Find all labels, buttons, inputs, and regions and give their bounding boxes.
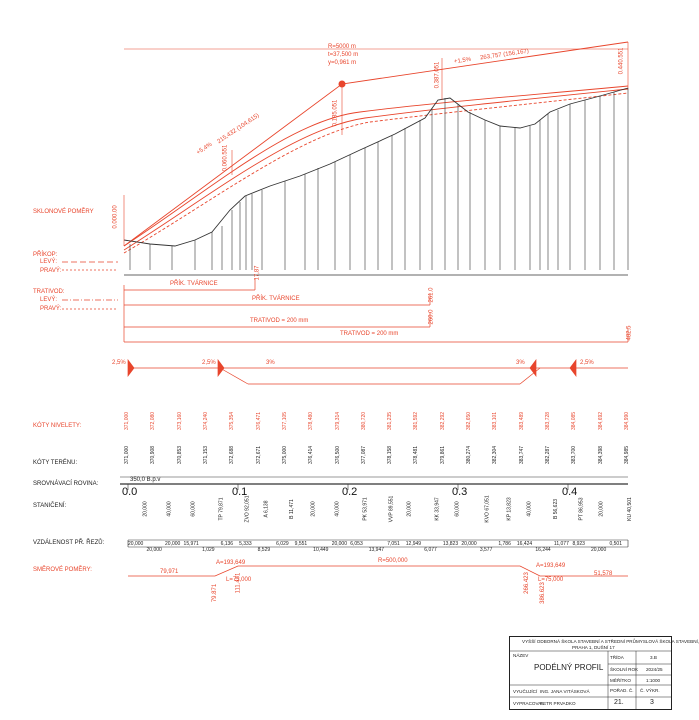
- vzdalenost-value: 1,029: [202, 547, 215, 553]
- label-koty-nivelety: KÓTY NIVELETY:: [33, 423, 82, 429]
- label-smerove: SMĚROVÉ POMĚRY:: [33, 567, 92, 573]
- tb-nazev-label: NÁZEV: [513, 653, 529, 658]
- crossfall-mid2: 3%: [266, 360, 275, 366]
- teren-value: 383,747: [518, 445, 525, 465]
- staniceni-value: TP 79,871: [218, 497, 225, 521]
- teren-value: 377,087: [360, 445, 367, 465]
- vzdalenost-value: 20,000: [590, 547, 607, 553]
- elev-marker-3: 0.387.051: [434, 61, 441, 89]
- niveleta-value: 382,650: [466, 411, 473, 431]
- teren-value: 378,481: [413, 445, 420, 465]
- vzdalenost-value: 20,000: [331, 541, 347, 547]
- tb-vyucujici-label: VYUČUJÍCÍ: [513, 689, 538, 694]
- vzdalenost-value: 6,136: [220, 541, 234, 547]
- tb-school2: PRAHA 1, DUŠNÍ 17: [572, 645, 615, 650]
- vzdalenost-value: 20,000: [146, 547, 162, 553]
- crossfall-mid1: 2,5%: [202, 360, 216, 366]
- staniceni-value: B 56,623: [553, 498, 560, 520]
- vzdalenost-value: 13,947: [368, 547, 385, 553]
- staniceni-value: KU 40,501: [626, 497, 633, 521]
- elev-marker-0: 0.000.00: [112, 205, 119, 229]
- km-label-3: 0.3: [452, 486, 468, 498]
- niveleta-value: 380,720: [360, 411, 367, 431]
- km-label-1: 0.1: [232, 486, 248, 498]
- km-label-2: 0.2: [342, 486, 358, 498]
- teren-value: 382,287: [545, 445, 552, 465]
- grade-2: +1,5%: [453, 56, 472, 66]
- niveleta-value: 384,692: [597, 411, 604, 431]
- vzdalenost-value: 3,577: [479, 547, 493, 553]
- vzdalenost-value: 6,077: [424, 547, 437, 553]
- ditch-label-2: PŘÍK. TVÁRNICE: [252, 296, 300, 302]
- km-label-4: 0.4: [562, 486, 578, 498]
- elevation-markers: [124, 42, 628, 246]
- teren-value: 375,000: [281, 445, 288, 465]
- ditch-bands: [62, 262, 628, 342]
- vzdalenost-value: 13,823: [442, 541, 459, 547]
- trativod-label-1: TRATIVOD = 200 mm: [250, 318, 309, 324]
- staniceni-value: KP 13,823: [506, 497, 513, 521]
- ditch-len-2: 261.0: [428, 287, 435, 303]
- staniceni-value: VVP 89,551: [388, 495, 395, 523]
- teren-value: 378,158: [387, 445, 394, 465]
- tb-vyprac-label: VYPRACOVAL: [513, 701, 544, 706]
- niveleta-value: 384,990: [624, 411, 631, 431]
- alignment-left-length: 79,971: [160, 569, 179, 575]
- crossfall-left: 2,5%: [112, 360, 126, 366]
- teren-value: 372,671: [255, 445, 262, 465]
- grade-2-length: 263,757 (156,167): [479, 48, 530, 62]
- teren-value: 376,414: [308, 445, 315, 465]
- vzdalenost-value: 20,000: [128, 541, 144, 547]
- staniceni-value: PT 86,953: [578, 497, 585, 521]
- label-sklonove: SKLONOVÉ POMĚRY: [33, 209, 94, 215]
- staniceni-value: 20,000: [598, 501, 605, 517]
- staniceni-value: 60,000: [190, 501, 197, 517]
- grade-1-length: 215,432 (104,615): [216, 112, 261, 146]
- staniceni-value: 40,000: [166, 501, 173, 517]
- niveleta-value: 374,240: [202, 411, 209, 431]
- vzdalenost-value: 16,244: [535, 547, 551, 553]
- niveleta-value: 373,160: [176, 411, 183, 431]
- niveleta-value: 381,592: [413, 411, 420, 431]
- niveleta-value: 378,480: [308, 411, 315, 431]
- staniceni-value: PK 53,971: [362, 497, 369, 521]
- grade-1: +5,4%: [195, 141, 214, 157]
- vzdalenost-value: 6,029: [276, 541, 289, 547]
- vzdalenost-value: 9,551: [294, 541, 308, 547]
- label-pravy-1: PRAVÝ:: [40, 268, 62, 274]
- alignment-sta-2: 111.471: [235, 572, 242, 594]
- vzdalenost-value: 10,449: [313, 547, 329, 553]
- teren-value: 370,853: [176, 445, 183, 465]
- station-lines: [130, 88, 628, 270]
- teren-value: 383,700: [571, 445, 578, 465]
- trativod-len-2: 482.5: [626, 325, 633, 341]
- vzdalenost-value: 11,077: [553, 541, 569, 547]
- niveleta-value: 372,080: [150, 411, 157, 431]
- crossfall-mid3: 3%: [516, 360, 525, 366]
- niveleta-value: 381,235: [387, 411, 394, 431]
- alignment-r: R=500,000: [378, 558, 408, 564]
- vzdalenost-value: 8,923: [572, 541, 585, 547]
- label-staniceni: STANIČENÍ:: [33, 503, 67, 509]
- staniceni-value: KK 33,947: [434, 497, 441, 521]
- teren-value: 384,985: [624, 445, 631, 465]
- teren-value: 372,688: [229, 445, 236, 465]
- tb-meritko: 1:1000: [646, 678, 661, 683]
- niveleta-value: 376,471: [255, 411, 262, 431]
- staniceni-value: 40,000: [334, 501, 341, 517]
- trativod-len-1: 260.0: [428, 309, 435, 325]
- alignment-sta-4: 386.623: [539, 582, 546, 604]
- vzdalenost-value: 20,000: [165, 541, 181, 547]
- vzdalenost-value: 6,053: [350, 541, 363, 547]
- niveleta-value: 384,085: [571, 411, 578, 431]
- tb-school: VYŠŠÍ ODBORNÁ ŠKOLA STAVEBNÍ A STŘEDNÍ PRŮMYSLOVÁ ŠKOLA STAVEBNÍ,: [522, 639, 699, 644]
- teren-value: 371,000: [124, 445, 131, 465]
- teren-value: 379,861: [439, 445, 446, 465]
- staniceni-value: 20,000: [142, 501, 149, 517]
- tb-rok: 2024/25: [646, 667, 663, 672]
- label-prikop: PŘÍKOP:: [33, 252, 58, 258]
- teren-value: 384,398: [597, 445, 604, 465]
- staniceni-value: KVO 67,051: [484, 495, 491, 523]
- vzdalenost-value: 20,000: [461, 541, 477, 547]
- niveleta-value: 383,489: [518, 411, 525, 431]
- niveleta-value: 383,728: [545, 411, 552, 431]
- tb-nazev: PODÉLNÝ PROFIL: [534, 663, 604, 672]
- teren-value: 371,153: [202, 445, 209, 465]
- staniceni-value: 40,000: [526, 501, 533, 517]
- tb-poradi: 21.: [614, 699, 624, 706]
- vzdalenost-value: 1,786: [498, 541, 511, 547]
- vzdalenost-value: 5,333: [239, 541, 252, 547]
- trativod-label-2: TRATIVOD = 200 mm: [340, 331, 399, 337]
- alignment-a1: A=193,649: [216, 560, 246, 566]
- staniceni-value: ZVO 92,051: [244, 495, 251, 523]
- teren-value: 370,908: [150, 445, 157, 465]
- vzdalenost-value: 7,051: [387, 541, 400, 547]
- vzdalenost-value: 16,424: [516, 541, 533, 547]
- label-trativod: TRATIVOD:: [33, 289, 65, 295]
- tb-trida-label: TŘÍDA: [610, 655, 624, 660]
- alignment-a2: A=193,649: [536, 563, 566, 569]
- vc-tangent: t=37,500 m: [328, 52, 359, 58]
- alignment-l1: L=75,000: [226, 577, 252, 583]
- alignment-sta-3: 266.423: [523, 572, 530, 594]
- title-block: [509, 636, 699, 710]
- crossfall-right: 2,5%: [580, 360, 594, 366]
- tb-meritko-label: MĚŘÍTKO: [610, 678, 631, 683]
- staniceni-value: B 11,471: [288, 499, 295, 519]
- alignment-l2: L=75,000: [538, 577, 564, 583]
- label-koty-terenu: KÓTY TERÉNU:: [33, 460, 78, 466]
- vzdalenost-value: 0,501: [609, 541, 622, 547]
- teren-value: 380,274: [466, 445, 473, 465]
- datum-level: 350,0 B.p.v: [130, 477, 161, 483]
- tb-cvyk-label: Č. VÝKR.: [640, 688, 660, 693]
- vzdalenost-value: 8,529: [257, 547, 271, 553]
- vzdalenost-value: 15,971: [183, 541, 199, 547]
- niveleta-value: 379,314: [334, 411, 341, 431]
- elev-marker-1: 0.060.551: [222, 144, 229, 172]
- alignment-sta-1: 79.871: [212, 583, 219, 603]
- niveleta-value: 371,000: [124, 411, 131, 431]
- alignment-right-length: 51,578: [594, 571, 613, 577]
- staniceni-value: 60,000: [454, 501, 461, 517]
- tb-vyucujici: ING. JANA VITÁSKOVÁ: [540, 689, 590, 694]
- tb-rok-label: ŠKOLNÍ ROK: [610, 667, 639, 672]
- niveleta-value: 382,292: [439, 411, 446, 431]
- staniceni-value: A 6,138: [263, 500, 270, 518]
- terrain-line: [124, 88, 628, 246]
- vc-offset: y=0,961 m: [328, 60, 357, 66]
- label-pravy-2: PRAVÝ:: [40, 306, 62, 312]
- vc-radius: R=5000 m: [328, 44, 356, 50]
- staniceni-value: 20,000: [406, 501, 413, 517]
- tb-vyprac: PETR PRVADKO: [540, 701, 576, 706]
- tb-cvyk: 3: [650, 699, 654, 706]
- niveleta-value: 375,354: [229, 411, 236, 431]
- ditch-label-1: PŘÍK. TVÁRNICE: [170, 281, 218, 287]
- label-levy-1: LEVÝ:: [40, 259, 58, 265]
- tb-poradi-label: POŘAD. Č.: [610, 688, 634, 693]
- teren-value: 376,500: [334, 445, 341, 465]
- label-levy-2: LEVÝ:: [40, 297, 58, 303]
- staniceni-value: 20,000: [310, 501, 317, 517]
- elev-marker-2: 0.185.051: [332, 99, 339, 127]
- tb-trida: 3.B: [650, 655, 657, 660]
- niveleta-value: 383,101: [492, 411, 499, 431]
- label-vzdalenost: VZDÁLENOST PŘ. ŘEZŮ:: [33, 540, 105, 546]
- vzdalenost-value: 12,949: [405, 541, 422, 547]
- label-srovnavaci: SROVNÁVACÍ ROVINA:: [33, 481, 99, 487]
- teren-value: 382,304: [492, 445, 499, 465]
- elev-marker-4: 0.440.551: [618, 47, 625, 75]
- ditch-len-1: 17,87: [254, 265, 261, 281]
- niveleta-value: 377,105: [281, 411, 288, 431]
- km-label-0: 0.0: [122, 486, 138, 498]
